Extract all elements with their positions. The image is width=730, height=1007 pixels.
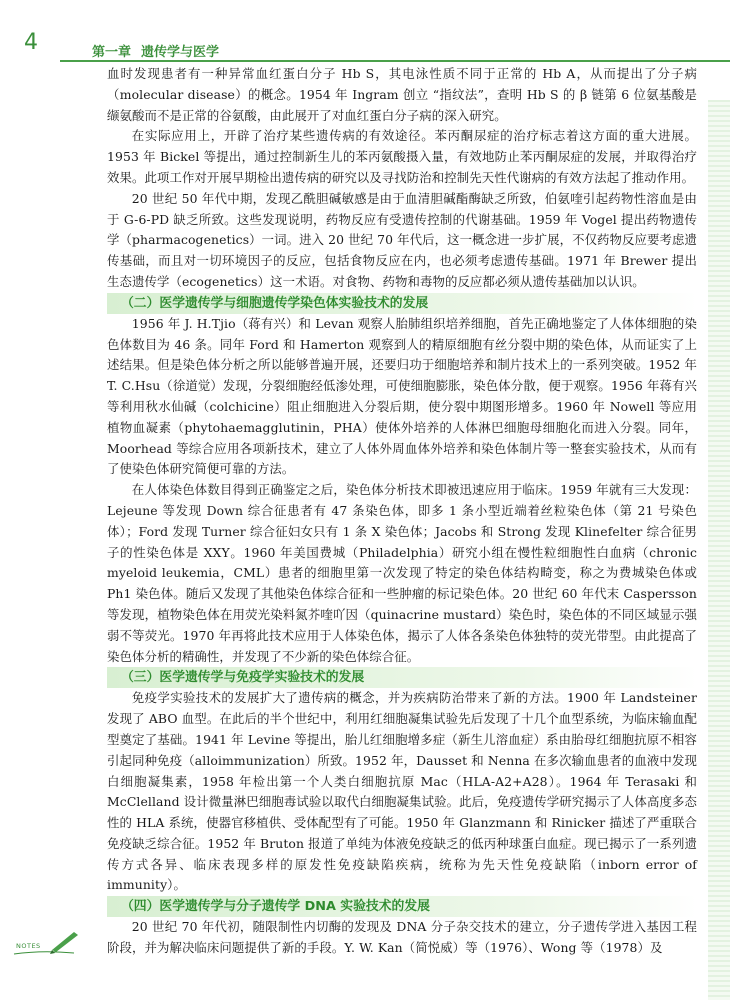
paragraph: 20 世纪 50 年代中期，发现乙酰胆碱敏感是由于血清胆碱酯酶缺乏所致，伯氨喹引起药物性溶血是由于 G-6-PD 缺乏所致。这些发现说明，药物反应有受遗传控制的代谢基础。1959 年 Vogel 提出药物遗传学（pharmacogenetics）一词。进入 20 世纪 70 年代后，这一概念进一步扩展，不仅药物反应要考虑遗传基础，而且对一切环境因子的反应，包括食物反应在内，也必须考虑遗传基础。1971 年 Brewer 提出生态遗传学（ecogenetics）这一术语。对食物、药物和毒物的反应都必须从遗传基础加以认识。 (107, 190, 697, 289)
page-number: 4 (24, 30, 38, 55)
notes-label: NOTES (16, 942, 41, 950)
paragraph: 20 世纪 70 年代初，随限制性内切酶的发现及 DNA 分子杂交技术的建立，分子遗传学进入基因工程阶段，并为解决临床问题提供了新的手段。Y. W. Kan（简悦威）等（1976）、Wong 等（1978）及 (107, 919, 697, 956)
header-rule (60, 60, 730, 62)
section-heading-3: （三）医学遗传学与免疫学实验技术的发展 (107, 667, 697, 688)
chapter-label: 第一章 (92, 45, 132, 60)
paragraph: 血时发现患者有一种异常血红蛋白分子 Hb S，其电泳性质不同于正常的 Hb A，从而提出了分子病（molecular disease）的概念。1954 年 Ingram 创立 “指纹法”，查明 Hb S 的 β 链第 6 位氨基酸是缬氨酸而不是正常的谷氨酸，由此展开了对血红蛋白分子病的深入研究。 (107, 66, 697, 123)
running-header (92, 41, 229, 60)
section-heading-4: （四）医学遗传学与分子遗传学 DNA 实验技术的发展 (107, 896, 697, 917)
paragraph: 在实际应用上，开辟了治疗某些遗传病的有效途径。苯丙酮尿症的治疗标志着这方面的重大进展。1953 年 Bickel 等提出，通过控制新生儿的苯丙氨酸摄入量，有效地防止苯丙酮尿症的发展，并取得治疗效果。此项工作对开展早期检出遗传病的研究以及寻找防治和控制先天性代谢病的有效方法起了推动作用。 (107, 128, 697, 185)
paragraph: 1956 年 J. H.Tjio（蒋有兴）和 Levan 观察人胎肺组织培养细胞，首先正确地鉴定了人体体细胞的染色体数目为 46 条。同年 Ford 和 Hamerton 观察到人的精原细胞有丝分裂中期的染色体，从而证实了上述结果。但是染色体分析之所以能够普遍开展，还要归功于细胞培养和制片技术上的一系列突破。1952 年 T. C.Hsu（徐道觉）发现，分裂细胞经低渗处理，可使细胞膨胀，染色体分散，便于观察。1956 年蒋有兴等利用秋水仙碱（colchicine）阻止细胞进入分裂后期，使分裂中期图形增多。1960 年 Nowell 等应用植物血凝素（phytohaemagglutinin，PHA）使体外培养的人体淋巴细胞母细胞化而进入分裂。同年，Moorhead 等综合应用各项新技术，建立了人体外周血体外培养和染色体制片等一整套实验技术，从而有了使染色体研究简便可靠的方法。 (107, 315, 697, 477)
body-text (107, 64, 697, 959)
chapter-title: 遗传学与医学 (141, 45, 220, 60)
margin-stripe (708, 100, 730, 1000)
paragraph: 在人体染色体数目得到正确鉴定之后，染色体分析技术即被迅速应用于临床。1959 年就有三大发现：Lejeune 等发现 Down 综合征患者有 47 条染色体，即多 1 条小型近端着丝粒染色体（第 21 号染色体）；Ford 发现 Turner 综合征妇女只有 1 条 X 染色体；Jacobs 和 Strong 发现 Klinefelter 综合征男子的性染色体是 XXY。1960 年美国费城（Philadelphia）研究小组在慢性粒细胞性白血病（chronic myeloid leukemia，CML）患者的细胞里第一次发现了特定的染色体结构畸变，称之为费城染色体或 Ph1 染色体。随后又发现了其他染色体综合征和一些肿瘤的标记染色体。20 世纪 60 年代末 Caspersson 等发现，植物染色体在用荧光染料氮芥喹吖因（quinacrine mustard）染色时，染色体的不同区域显示强弱不等荧光。1970 年再将此技术应用于人体染色体，揭示了人体各条染色体独特的荧光带型。由此提高了染色体分析的精确性，并发现了不少新的染色体综合征。 (107, 482, 697, 664)
section-heading-2: （二）医学遗传学与细胞遗传学染色体实验技术的发展 (107, 293, 697, 314)
paragraph: 免疫学实验技术的发展扩大了遗传病的概念，并为疾病防治带来了新的方法。1900 年 Landsteiner 发现了 ABO 血型。在此后的半个世纪中，利用红细胞凝集试验先后发现了十几个血型系统，为临床输血配型奠定了基础。1941 年 Levine 等提出，胎儿红细胞增多症（新生儿溶血症）系由胎母红细胞抗原不相容引起同种免疫（alloimmunization）所致。1952 年，Dausset 和 Nenna 在多次输血患者的血液中发现白细胞凝集素，1958 年检出第一个人类白细胞抗原 Mac（HLA-A2+A28）。1964 年 Terasaki 和 McClelland 设计微量淋巴细胞毒试验以取代白细胞凝集试验。此后，免疫遗传学研究揭示了人体高度多态性的 HLA 系统，使器官移植供、受体配型有了可能。1950 年 Glanzmann 和 Rinicker 描述了严重联合免疫缺乏综合征。1952 年 Bruton 报道了单纯为体液免疫缺乏的低丙种球蛋白血症。现已揭示了一系列遗传方式各异、临床表现多样的原发性免疫缺陷疾病，统称为先天性免疫缺陷（inborn error of immunity）。 (107, 690, 697, 893)
notes-marker (12, 928, 82, 958)
